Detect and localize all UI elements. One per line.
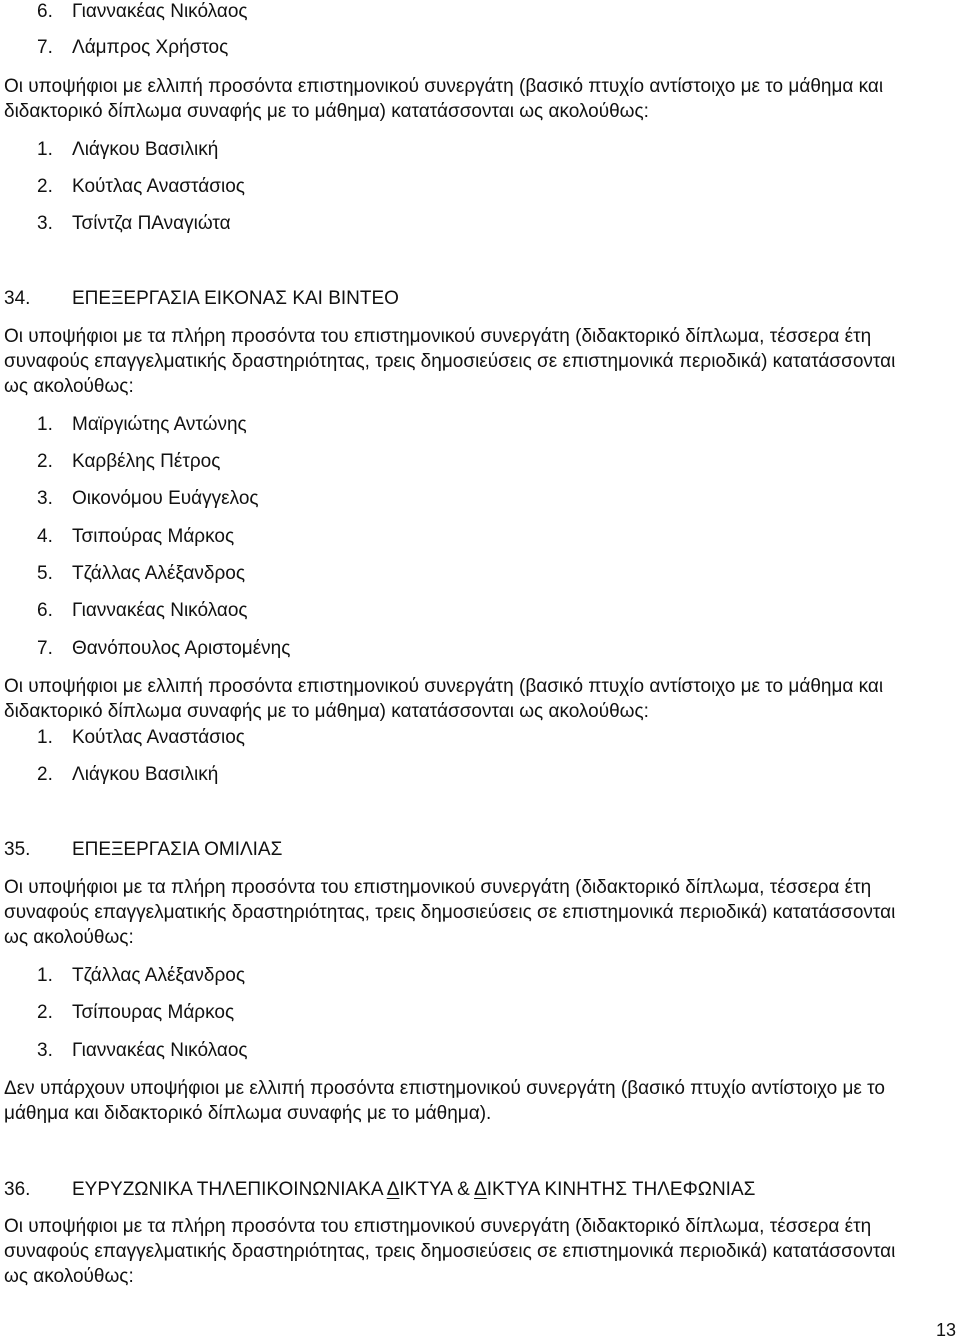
underlined-letter: Δ: [474, 1179, 487, 1200]
page-number: 13: [935, 1320, 956, 1340]
document-page: 6. Γιαννακέας Νικόλαος 7. Λάμπρος Χρήστος Οι υποψήφιοι με ελλιπή προσόντα επιστημονικού συνεργάτη (βασικό πτυχίο αντίστοιχο με το μάθημα και διδακτορικό δίπλωμα συναφής με το μάθημα) κατατάσσονται ως ακολούθως: 1. Λιάγκου Βασιλική 2. Κούτλας Αναστάσιος 3. Τσίντζα ΠΑναγιώτα 34. ΕΠΕΞΕΡΓΑΣΙΑ ΕΙΚΟΝΑΣ ΚΑΙ ΒΙΝΤΕΟ Οι υποψήφιοι με τα πλήρη προσόντα του επιστημονικού συνεργάτη (διδακτορικό δίπλωμα, τέσσερα έτη συναφούς επαγγελματικής δραστηριότητας, τρεις δημοσιεύσεις σε επιστημονικά περιοδικά) κατατάσσονται ως ακολούθως: 1. Μαϊργιώτης Αντώνης 2. Καρβέλης Πέτρος 3. Οικονόμου Ευάγγελος 4. Τσιπούρας Μάρκος 5. Τζάλλας Αλέξανδρος 6. Γιαννακέας Νικόλαος 7. Θανόπουλος Αριστομένης Οι υποψήφιοι με ελλιπή προσόντα επιστημονικού συνεργάτη (βασικό πτυχίο αντίστοιχο με το μάθημα και διδακτορικό δίπλωμα συναφής με το μάθημα) κατατάσσονται ως ακολούθως: 1. Κούτλας Αναστάσιος 2. Λιάγκου Βασιλική 35. ΕΠΕΞΕΡΓΑΣΙΑ ΟΜΙΛΙΑΣ Οι υποψήφιοι με τα πλήρη προσόντα του επιστημονικού συνεργάτη (διδακτορικό δίπλωμα, τέσσερα έτη συναφούς επαγγελματικής δραστηριότητας, τρεις δημοσιεύσεις σε επιστημονικά περιοδικά) κατατάσσονται ως ακολούθως: 1. Τζάλλας Αλέξανδρος 2. Τσίπουρας Μάρκος 3. Γιαννακέας Νικόλαος Δεν υπάρχουν υποψήφιοι με ελλιπή προσόντα επιστημονικού συνεργάτη (βασικό πτυχίο αντίστοιχο με το μάθημα και διδακτορικό δίπλωμα συναφής με το μάθημα). 36. ΕΥΡΥΖΩΝΙΚΑ ΤΗΛΕΠΙΚΟΙΝΩΝΙΑΚΑ ΔΙΚΤΥΑ & ΔΙΚΤΥΑ ΚΙΝΗΤΗΣ ΤΗΛΕΦΩΝΙΑΣ Οι υποψήφιοι με τα πλήρη προσόντα του επιστημονικού συνεργάτη (διδακτορικό δίπλωμα, τέσσερα έτη συναφούς επαγγελματικής δραστηριότητας, τρεις δημοσιεύσεις σε επιστημονικά περιοδικά) κατατάσσονται ως ακολούθως: 13: [4, 1, 956, 1340]
underlined-letter: Δ: [386, 1179, 400, 1200]
